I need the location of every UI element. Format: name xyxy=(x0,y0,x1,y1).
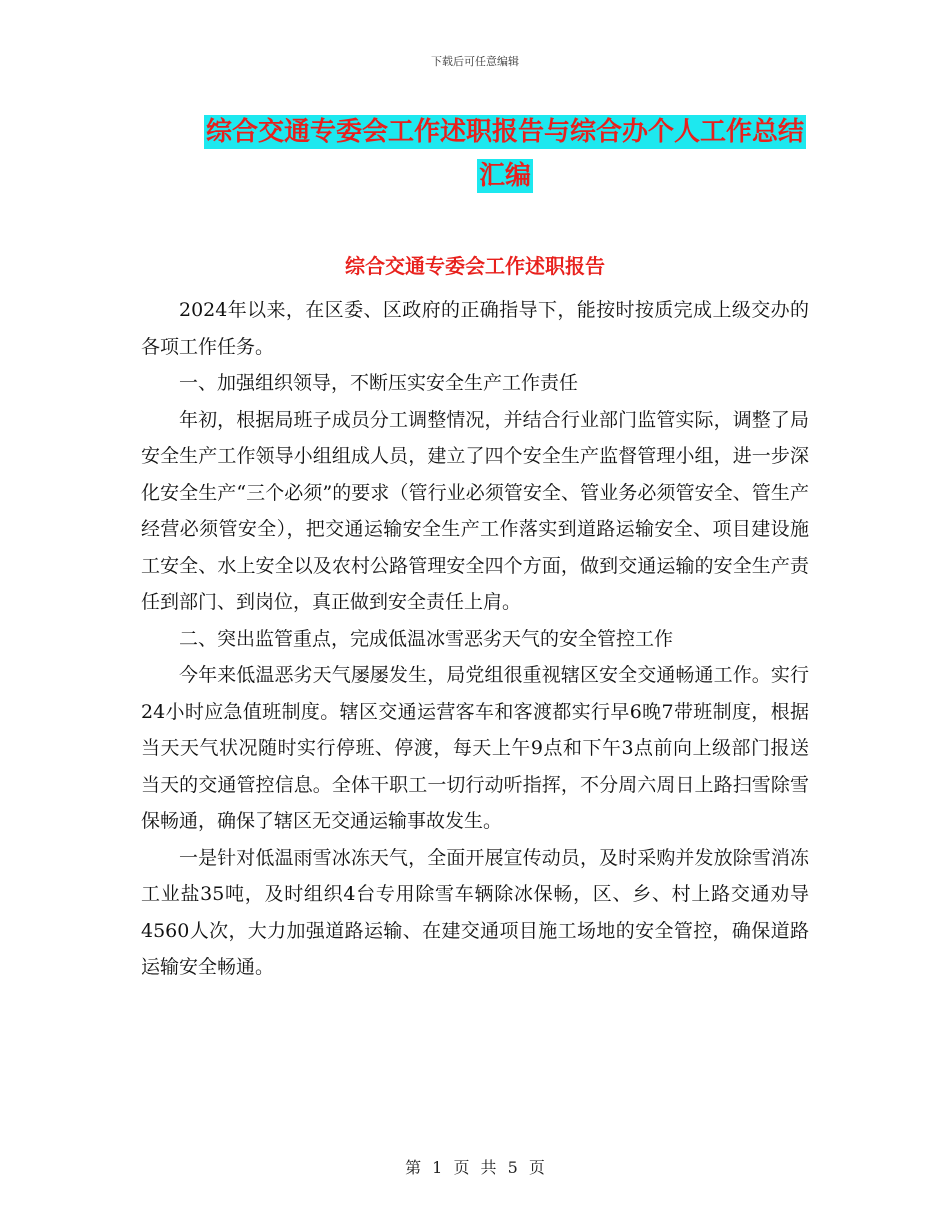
section-title: 综合交通专委会工作述职报告 xyxy=(345,254,605,278)
paragraph: 年初，根据局班子成员分工调整情况，并结合行业部门监管实际，调整了局安全生产工作领导小组组成人员，建立了四个安全生产监督管理小组，进一步深化安全生产“三个必须”的要求（管行业必须管安全、管业务必须管安全、管生产经营必须管安全），把交通运输安全生产工作落实到道路运输安全、项目建设施工安全、水上安全以及农村公路管理安全四个方面，做到交通运输的安全生产责任到部门、到岗位，真正做到安全责任上肩。 xyxy=(141,408,809,613)
paragraph: 今年来低温恶劣天气屡屡发生，局党组很重视辖区安全交通畅通工作。实行24小时应急值班制度。辖区交通运营客车和客渡都实行早6晚7带班制度，根据当天天气状况随时实行停班、停渡，每天上午9点和下午3点前向上级部门报送当天的交通管控信息。全体干职工一切行动听指挥，不分周六周日上路扫雪除雪保畅通，确保了辖区无交通运输事故发生。 xyxy=(141,664,809,832)
body-text xyxy=(141,292,809,986)
page-footer: 第 1 页 共 5 页 xyxy=(405,1158,545,1177)
header-note: 下载后可任意编辑 xyxy=(431,55,519,68)
paragraph: 二、突出监管重点，完成低温冰雪恶劣天气的安全管控工作 xyxy=(179,627,674,650)
title-line-1: 综合交通专委会工作述职报告与综合办个人工作总结 xyxy=(205,117,804,147)
paragraph: 一是针对低温雨雪冰冻天气，全面开展宣传动员，及时采购并发放除雪消冻工业盐35吨，及时组织4台专用除雪车辆除冰保畅，区、乡、村上路交通劝导4560人次，大力加强道路运输、在建交通项目施工场地的安全管控，确保道路运输安全畅通。 xyxy=(141,846,809,978)
document-title xyxy=(140,110,870,198)
title-line-2: 汇编 xyxy=(478,161,531,191)
paragraph: 2024年以来，在区委、区政府的正确指导下，能按时按质完成上级交办的各项工作任务。 xyxy=(141,299,809,358)
paragraph: 一、加强组织领导，不断压实安全生产工作责任 xyxy=(179,372,579,394)
